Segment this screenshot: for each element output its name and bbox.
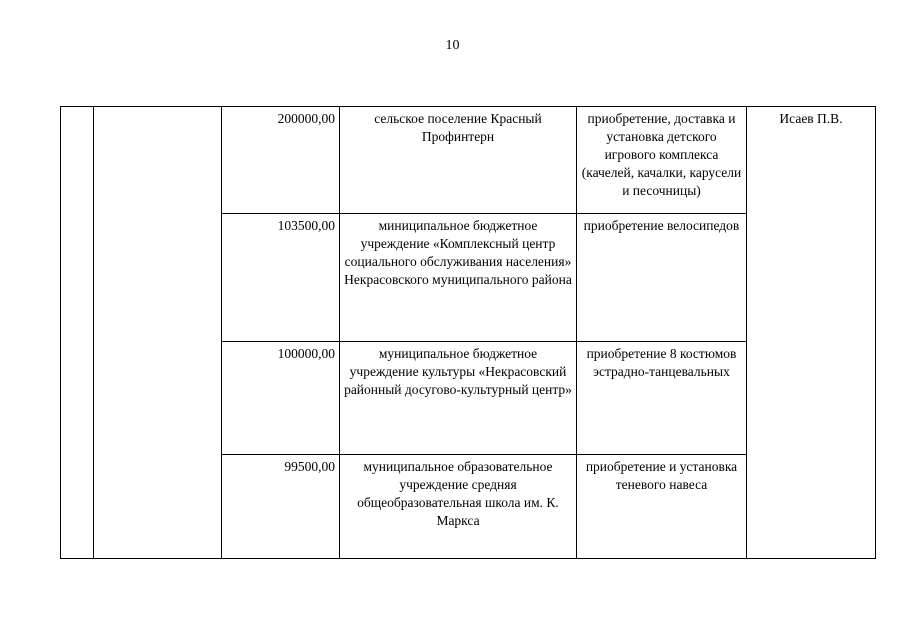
amount-cell: 99500,00 [222,455,340,559]
responsible-cell: Исаев П.В. [747,107,876,559]
page-number: 10 [445,38,460,53]
purpose-cell: приобретение 8 костюмов эстрадно-танцевальных [577,342,747,455]
organization-cell: муниципальное образовательное учреждение средняя общеобразовательная школа им. К. Маркса [340,455,577,559]
amount-cell: 100000,00 [222,342,340,455]
purpose-cell: приобретение и установка теневого навеса [577,455,747,559]
purpose-cell: приобретение, доставка и установка детского игрового комплекса (качелей, качалки, карусели и песочницы) [577,107,747,214]
number-cell [61,107,94,559]
purpose-cell: приобретение велосипедов [577,214,747,342]
amount-cell: 103500,00 [222,214,340,342]
amount-cell: 200000,00 [222,107,340,214]
allocation-table [60,106,876,559]
table-row [61,107,876,214]
organization-cell: сельское поселение Красный Профинтерн [340,107,577,214]
organization-cell: миниципальное бюджетное учреждение «Комплексный центр социального обслуживания населения» Некрасовского муниципального района [340,214,577,342]
empty-cell [94,107,222,559]
organization-cell: муниципальное бюджетное учреждение культуры «Некрасовский районный досугово-культурный центр» [340,342,577,455]
